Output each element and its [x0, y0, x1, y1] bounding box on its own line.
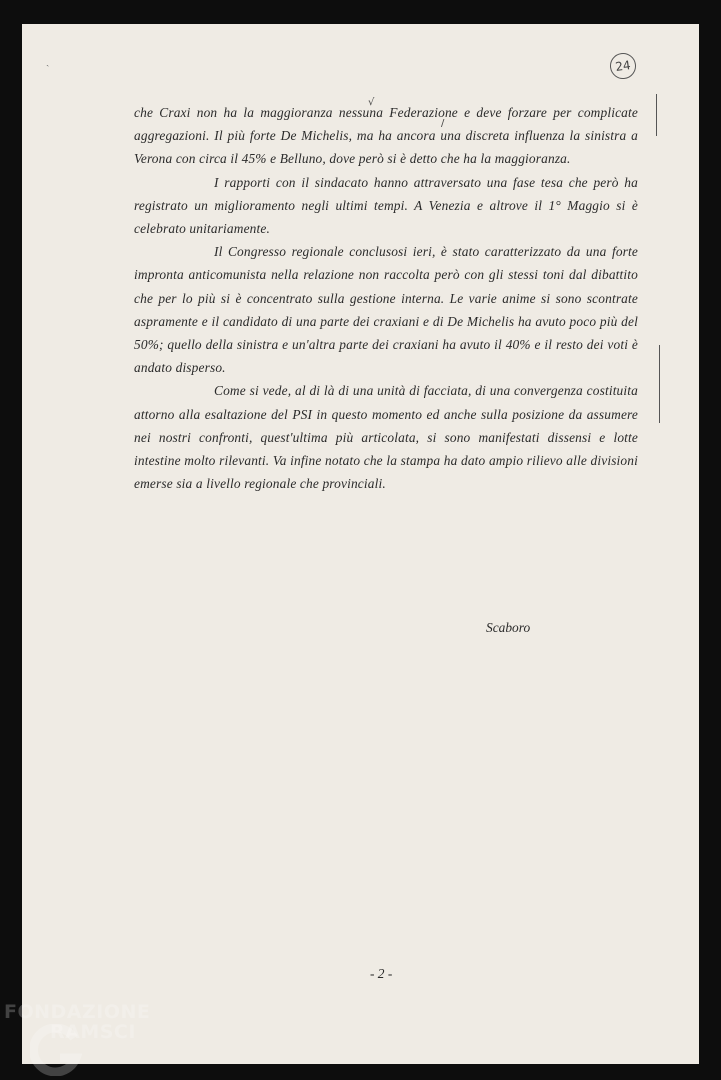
corner-tick-mark: ˎ: [46, 56, 50, 67]
paragraph: Il Congresso regionale conclusosi ieri, è stato caratterizzato da una forte impronta anticomunista nella relazione non raccolta però con gli stessi toni dal dibattito che per lo più si è concentrato sulla gestione interna. Le varie anime si sono scontrate aspramente e il candidato di una parte dei craxiani e di De Michelis ha avuto poco più del 50%; quello della sinistra e un'altra parte dei craxiani ha avuto il 40% e il resto dei voti è andato disperso.: [134, 244, 638, 376]
handwritten-insertion-mark: /: [441, 118, 445, 129]
signature: Scaboro: [486, 620, 531, 635]
watermark-line-2: RAMSCI: [50, 1021, 136, 1043]
page-footer-number: - 2 -: [370, 966, 393, 981]
handwritten-insertion-mark: √: [368, 97, 375, 108]
margin-mark-line: [656, 94, 657, 136]
paragraph: che Craxi non ha la maggioranza nessuna Federazione e deve forzare per complicate aggregazioni. Il più forte De Michelis, ma ha ancora una discreta influenza la sinistra a Verona con circa il 45% e Belluno, dove però si è detto che ha la maggioranza.: [134, 105, 638, 167]
document-body: [134, 101, 638, 495]
paragraph: Come si vede, al di là di una unità di facciata, di una convergenza costituita attorno alla esaltazione del PSI in questo momento ed anche sulla posizione da assumere nei nostri confronti, quest'ultima più articolata, si sono manifestati dissensi e lotte intestine molto rilevanti. Va infine notato che la stampa ha dato ampio rilievo alle divisioni emerse sia a livello regionale che provinciali.: [134, 383, 638, 492]
circled-page-number: 24: [608, 51, 637, 80]
watermark-line-1: FONDAZIONE: [4, 1001, 151, 1023]
margin-mark-line: [659, 345, 660, 423]
paragraph: I rapporti con il sindacato hanno attraversato una fase tesa che però ha registrato un miglioramento negli ultimi tempi. A Venezia e altrove il 1° Maggio si è celebrato unitariamente.: [134, 174, 638, 237]
fondazione-gramsci-watermark: [4, 1002, 184, 1076]
